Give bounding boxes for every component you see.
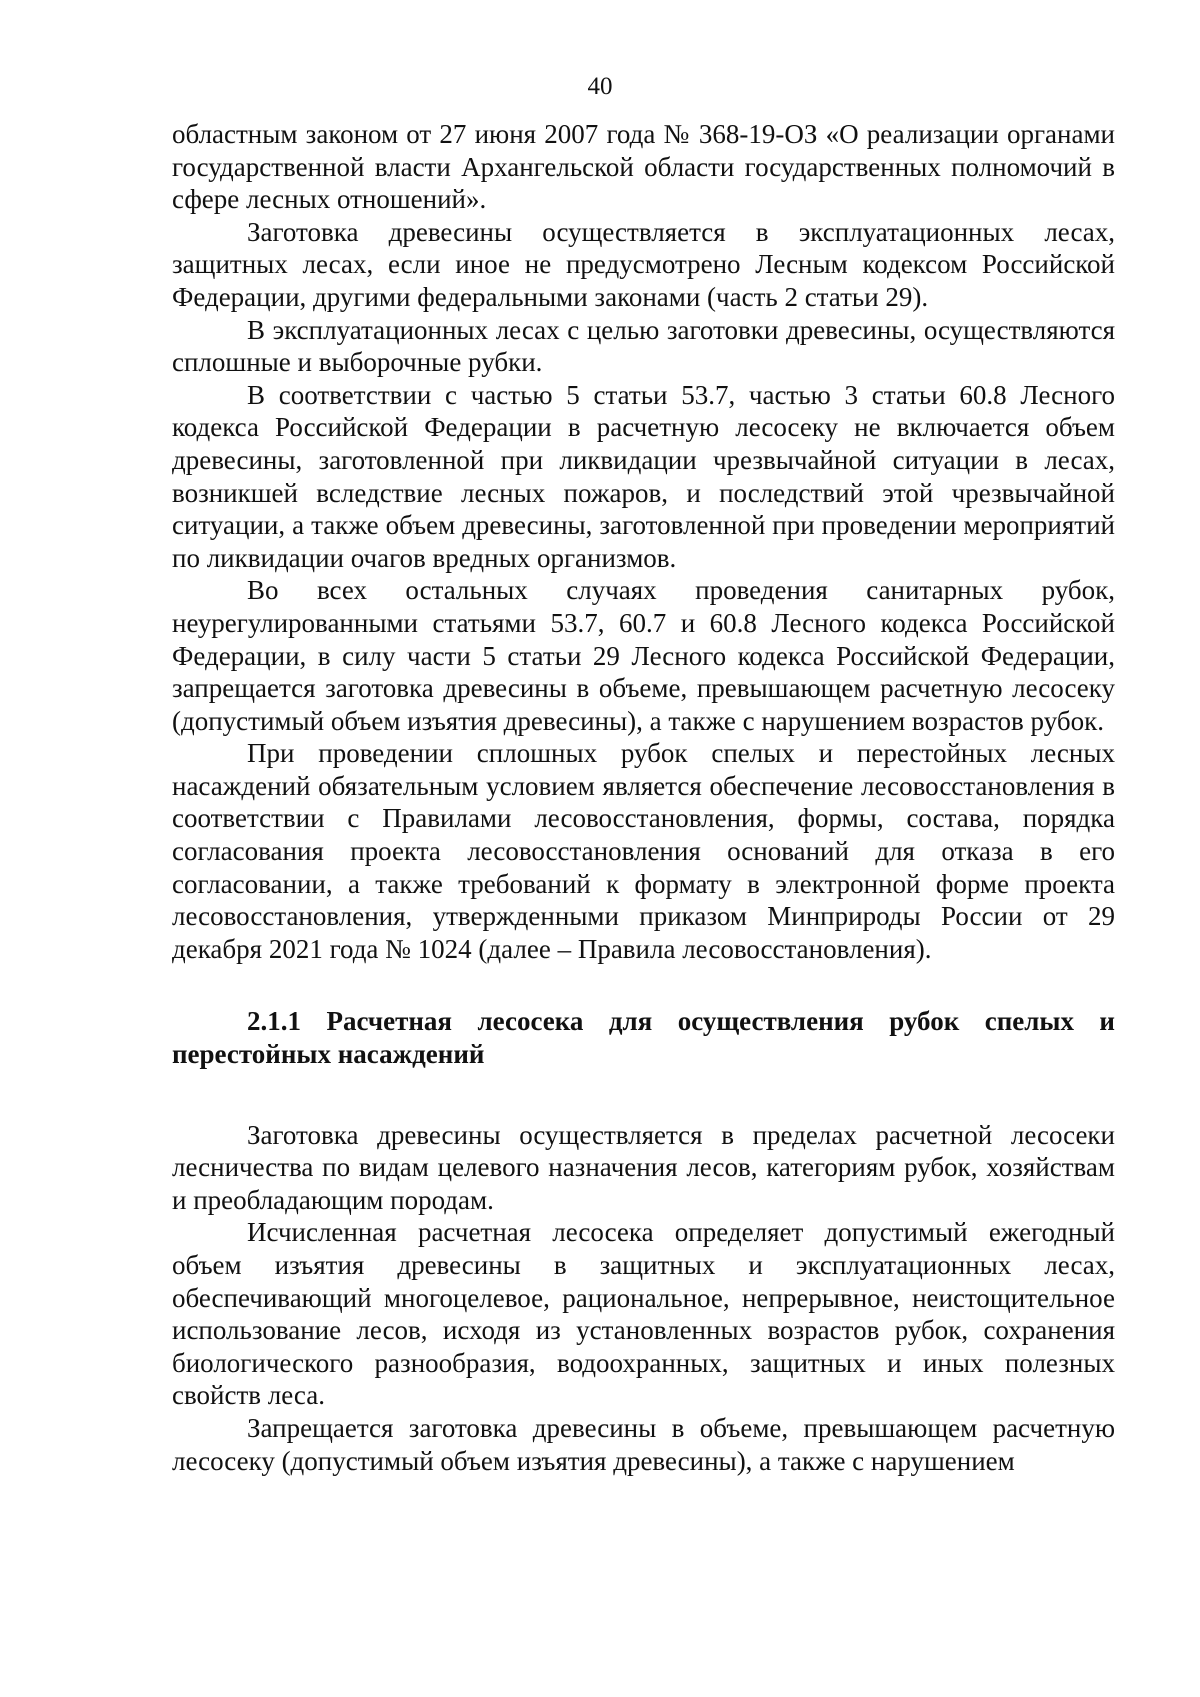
paragraph: Заготовка древесины осуществляется в эксплуатационных лесах, защитных лесах, если иное не предусмотрено Лесным кодексом Российской Федерации, другими федеральными законами (часть 2 статьи 29). [172, 216, 1115, 312]
paragraph: Исчисленная расчетная лесосека определяет допустимый ежегодный объем изъятия древесины в защитных и эксплуатационных лесах, обеспечивающий многоцелевое, рациональное, непрерывное, неистощительное использование лесов, исходя из установленных возрастов рубок, сохранения биологического разнообразия, водоохранных, защитных и иных полезных свойств леса. [172, 1217, 1115, 1411]
page-number: 40 [587, 73, 613, 100]
paragraph: областным законом от 27 июня 2007 года № 368-19-ОЗ «О реализации органами государственной власти Архангельской области государственных полномочий в сфере лесных отношений». [172, 119, 1115, 215]
document-body [172, 118, 1115, 1477]
paragraph: В эксплуатационных лесах с целью заготовки древесины, осуществляются сплошные и выборочные рубки. [172, 314, 1115, 378]
paragraph: Во всех остальных случаях проведения санитарных рубок, неурегулированными статьями 53.7, 60.7 и 60.8 Лесного кодекса Российской Федерации, в силу части 5 статьи 29 Лесного кодекса Российской Федерации, запрещается заготовка древесины в объеме, превышающем расчетную лесосеку (допустимый объем изъятия древесины), а также с нарушением возрастов рубок. [172, 575, 1115, 736]
paragraph: Заготовка древесины осуществляется в пределах расчетной лесосеки лесничества по видам целевого назначения лесов, категориям рубок, хозяйствам и преобладающим породам. [172, 1119, 1115, 1215]
paragraph: В соответствии с частью 5 статьи 53.7, частью 3 статьи 60.8 Лесного кодекса Российской Федерации в расчетную лесосеку не включается объем древесины, заготовленной при ликвидации чрезвычайной ситуации в лесах, возникшей вследствие лесных пожаров, и последствий этой чрезвычайной ситуации, а также объем древесины, заготовленной при проведении мероприятий по ликвидации очагов вредных организмов. [172, 379, 1115, 573]
paragraph: Запрещается заготовка древесины в объеме, превышающем расчетную лесосеку (допустимый объем изъятия древесины), а также с нарушением [172, 1412, 1115, 1476]
section-heading: 2.1.1 Расчетная лесосека для осуществления рубок спелых и перестойных насаждений [172, 1006, 1115, 1070]
paragraph: При проведении сплошных рубок спелых и перестойных лесных насаждений обязательным условием является обеспечение лесовосстановления в соответствии с Правилами лесовосстановления, формы, состава, порядка согласования проекта лесовосстановления оснований для отказа в его согласовании, а также требований к формату в электронной форме проекта лесовосстановления, утвержденными приказом Минприроды России от 29 декабря 2021 года № 1024 (далее – Правила лесовосстановления). [172, 738, 1115, 964]
